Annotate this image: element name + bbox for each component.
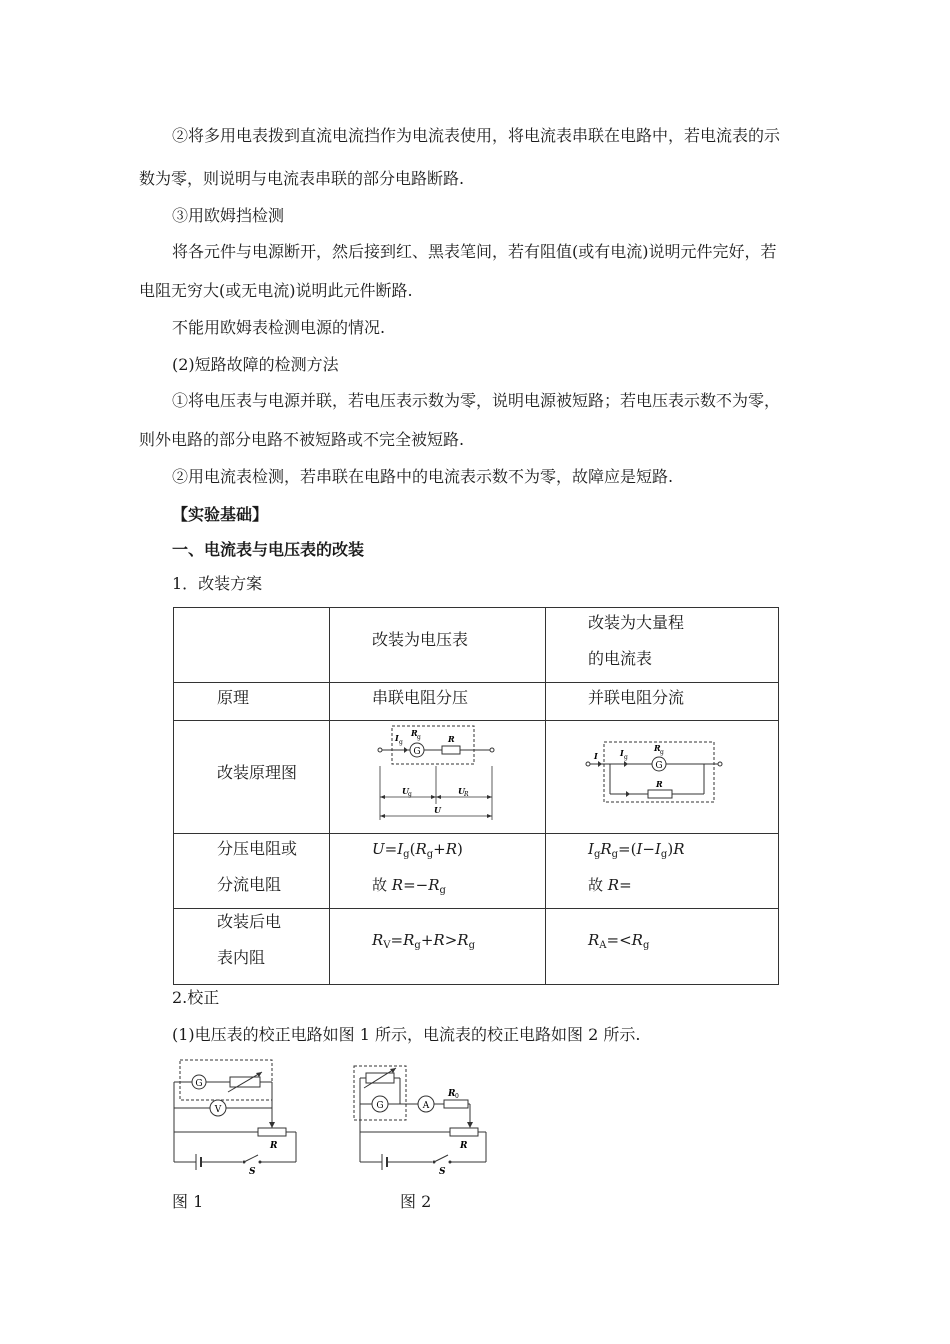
label-UR: U bbox=[458, 786, 465, 796]
label-Rg-sub: g bbox=[660, 749, 664, 756]
label-Ug: U bbox=[402, 786, 409, 796]
row-label-internal-2: 表内阻 bbox=[217, 948, 266, 967]
voltage-formula-2: 故 $R=-R_g$ bbox=[372, 876, 446, 896]
label-R0: R bbox=[448, 1089, 456, 1099]
header-voltage: 改装为电压表 bbox=[372, 630, 469, 649]
current-internal-resistance: $R_A=<R_g$ bbox=[588, 931, 650, 951]
header-current-line2: 的电流表 bbox=[588, 649, 653, 668]
item-heading: 1．改装方案 bbox=[172, 574, 263, 593]
paragraph-line: ②用电流表检测，若串联在电路中的电流表示数不为零，故障应是短路. bbox=[172, 467, 674, 486]
paragraph-line: ②将多用电表拨到直流电流挡作为电流表使用，将电流表串联在电路中，若电流表的示 bbox=[172, 126, 781, 145]
cell-voltage-principle: 串联电阻分压 bbox=[372, 688, 469, 707]
row-label-resistor-2: 分流电阻 bbox=[217, 875, 282, 894]
label-I: I bbox=[594, 751, 598, 761]
voltmeter-conversion-diagram bbox=[374, 724, 500, 828]
label-S: S bbox=[249, 1167, 256, 1177]
section-heading: 【实验基础】 bbox=[172, 505, 269, 524]
chapter-heading: 一、电流表与电压表的改装 bbox=[172, 540, 365, 559]
galvanometer-label: G bbox=[376, 1101, 384, 1111]
label-Rg-sub: g bbox=[417, 734, 421, 741]
label-U: U bbox=[434, 805, 441, 815]
row-label-internal-1: 改装后电 bbox=[217, 912, 282, 931]
paragraph-line: 则外电路的部分电路不被短路或不完全被短路. bbox=[139, 430, 465, 449]
paragraph-line: 不能用欧姆表检测电源的情况. bbox=[172, 318, 386, 337]
label-S: S bbox=[439, 1167, 446, 1177]
figure-1-circuit bbox=[166, 1056, 306, 1178]
galvanometer-label: G bbox=[195, 1079, 203, 1089]
header-current-line1: 改装为大量程 bbox=[588, 613, 685, 632]
item-heading: 2.校正 bbox=[172, 988, 220, 1007]
figure-2-circuit bbox=[350, 1056, 496, 1178]
paragraph-line: ③用欧姆挡检测 bbox=[172, 206, 285, 225]
galvanometer-label: G bbox=[413, 747, 421, 757]
label-Ig: I bbox=[620, 748, 624, 758]
voltmeter-label: V bbox=[214, 1105, 222, 1115]
voltage-internal-resistance: $R_V=R_g+R>R_g$ bbox=[372, 931, 475, 951]
label-R0-sub: 0 bbox=[455, 1093, 459, 1100]
ammeter-label: A bbox=[422, 1101, 430, 1111]
label-R: R bbox=[656, 779, 663, 789]
modification-table bbox=[173, 607, 779, 985]
figure-2-caption: 图 2 bbox=[400, 1192, 432, 1211]
paragraph-line: ①将电压表与电源并联，若电压表示数为零，说明电源被短路；若电压表示数不为零， bbox=[172, 391, 781, 410]
label-Ug-sub: g bbox=[408, 791, 412, 798]
label-R: R bbox=[448, 734, 455, 744]
galvanometer-label: G bbox=[655, 761, 663, 771]
label-R: R bbox=[460, 1141, 468, 1151]
cell-current-principle: 并联电阻分流 bbox=[588, 688, 685, 707]
paragraph-line: 数为零，则说明与电流表串联的部分电路断路. bbox=[139, 169, 465, 188]
paragraph-line: 电阻无穷大(或无电流)说明此元件断路. bbox=[139, 281, 413, 300]
row-label-resistor-1: 分压电阻或 bbox=[217, 839, 298, 858]
current-formula-1: $I_gR_g=(I-I_g)R$ bbox=[588, 840, 685, 860]
calibration-text: (1)电压表的校正电路如图 1 所示，电流表的校正电路如图 2 所示. bbox=[172, 1025, 641, 1044]
label-R: R bbox=[270, 1141, 278, 1151]
voltage-formula-1: $U=I_g(R_g+R)$ bbox=[372, 840, 463, 860]
row-label-principle: 原理 bbox=[217, 688, 250, 707]
label-Ig: I bbox=[395, 733, 399, 743]
label-Ig-sub: g bbox=[399, 739, 403, 746]
label-Rg: R bbox=[654, 743, 661, 753]
row-label-diagram: 改装原理图 bbox=[217, 763, 298, 782]
paragraph-line: 将各元件与电源断开，然后接到红、黑表笔间，若有阻值(或有电流)说明元件完好，若 bbox=[172, 242, 777, 261]
label-UR-sub: R bbox=[464, 791, 469, 798]
paragraph-line: (2)短路故障的检测方法 bbox=[172, 355, 339, 374]
ammeter-conversion-diagram bbox=[584, 734, 724, 806]
label-Ig-sub: g bbox=[624, 754, 628, 761]
current-formula-2: 故 R= bbox=[588, 876, 632, 894]
label-Rg: R bbox=[411, 728, 418, 738]
figure-1-caption: 图 1 bbox=[172, 1192, 204, 1211]
